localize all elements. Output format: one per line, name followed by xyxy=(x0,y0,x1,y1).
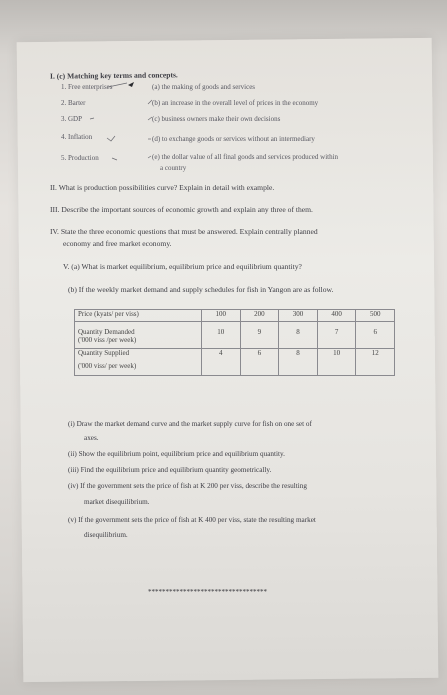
table-row xyxy=(75,349,395,376)
qs-cell: 12 xyxy=(356,349,395,376)
q1-heading: I. (c) Matching key terms and concepts. xyxy=(49,70,178,81)
match-right-b: (b) an increase in the overall level of prices in the economy xyxy=(152,99,319,107)
match-right-d: (d) to exchange goods or services without an intermediary xyxy=(152,135,315,143)
qd-label-line1: Quantity Demanded xyxy=(78,328,135,336)
match-right-a: (a) the making of goods and services xyxy=(152,83,256,91)
table-row xyxy=(75,322,395,349)
match-left-3: 3. GDP xyxy=(61,115,83,123)
qd-cell: 6 xyxy=(356,322,395,349)
match-right-c: (c) business owners make their own decisions xyxy=(152,115,281,123)
subq-ii: (ii) Show the equilibrium point, equilibrium price and equilibrium quantity. xyxy=(68,450,285,458)
qs-label-line2: ('000 viss/ per week) xyxy=(78,362,137,370)
q2-text: II. What is production possibilities curve? Explain in detail with example. xyxy=(50,183,275,192)
q4-text-line2: economy and free market economy. xyxy=(63,239,172,248)
qs-cell: 10 xyxy=(317,349,356,376)
q4-text-line1: IV. State the three economic questions that must be answered. Explain centrally planned xyxy=(50,227,318,236)
subq-v-line1: (v) If the government sets the price of fish at K 400 per viss, state the resulting market xyxy=(68,516,316,524)
price-cell: 100 xyxy=(202,310,241,322)
table-row xyxy=(75,310,395,322)
demand-supply-table xyxy=(74,309,395,376)
price-cell: 200 xyxy=(240,310,279,322)
match-left-1: 1. Free enterprises xyxy=(61,83,113,91)
price-cell: 500 xyxy=(356,310,395,322)
subq-i-line1: (i) Draw the market demand curve and the market supply curve for fish on one set of xyxy=(68,420,312,428)
qd-cell: 8 xyxy=(279,322,318,349)
subq-v-line2: disequilibrium. xyxy=(84,531,128,539)
match-right-e-cont: a country xyxy=(160,164,187,172)
qd-cell: 9 xyxy=(240,322,279,349)
q5a-text: V. (a) What is market equilibrium, equilibrium price and equilibrium quantity? xyxy=(63,262,302,271)
match-right-e: (e) the dollar value of all final goods and services produced within xyxy=(152,153,339,161)
subq-i-line2: axes. xyxy=(84,434,99,442)
qs-cell: 4 xyxy=(202,349,241,376)
separator-stars: ********************************** xyxy=(148,588,267,596)
qd-cell: 7 xyxy=(317,322,356,349)
qd-label-line2: ('000 viss /per week) xyxy=(78,336,137,344)
qd-cell: 10 xyxy=(202,322,241,349)
qs-cell: 8 xyxy=(279,349,318,376)
qs-cell: 6 xyxy=(240,349,279,376)
qs-label-line1: Quantity Supplied xyxy=(78,349,130,357)
q3-text: III. Describe the important sources of economic growth and explain any three of them. xyxy=(50,205,313,214)
match-left-5: 5. Production xyxy=(61,154,99,162)
qd-label xyxy=(75,322,202,349)
subq-iii: (iii) Find the equilibrium price and equilibrium quantity geometrically. xyxy=(68,466,272,474)
qs-label xyxy=(75,349,202,376)
price-cell: 400 xyxy=(317,310,356,322)
price-header: Price (kyats/ per viss) xyxy=(75,310,202,322)
price-cell: 300 xyxy=(279,310,318,322)
subq-iv-line2: market disequilibrium. xyxy=(84,498,150,506)
match-left-2: 2. Barter xyxy=(61,99,86,107)
q5b-text: (b) If the weekly market demand and supply schedules for fish in Yangon are as follow. xyxy=(68,285,334,294)
subq-iv-line1: (iv) If the government sets the price of fish at K 200 per viss, describe the resulting xyxy=(68,482,307,490)
match-left-4: 4. Inflation xyxy=(61,133,93,141)
